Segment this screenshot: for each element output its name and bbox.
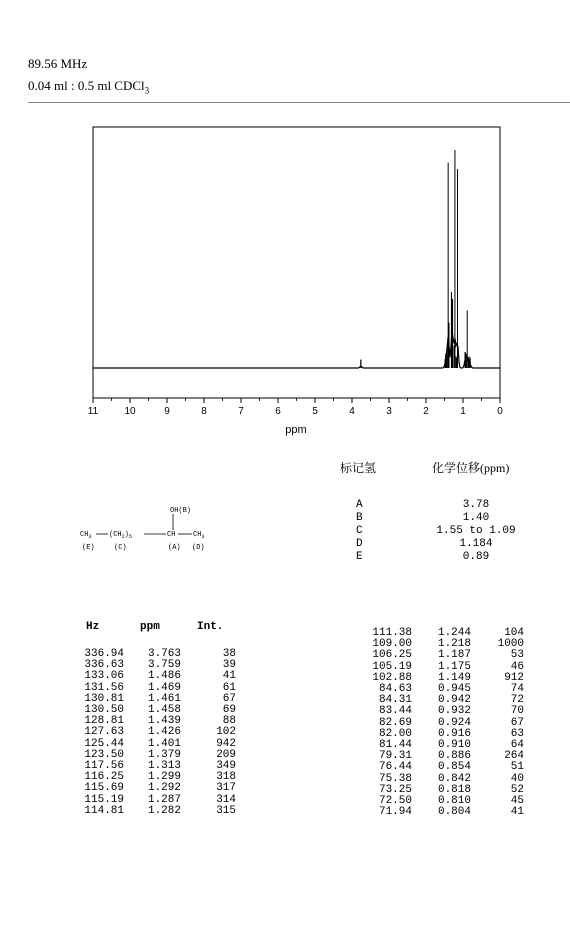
peak-col-hz-right [362, 628, 412, 818]
x-tick-label: 8 [201, 406, 207, 417]
peak-table-cell: 73.25 [378, 783, 412, 796]
peak-table-cell: 1.379 [147, 748, 181, 761]
peak-table-cell: 1.218 [437, 638, 471, 651]
x-tick-label: 5 [312, 406, 318, 417]
peak-table-cell: 127.63 [84, 726, 124, 739]
x-tick-label: 0 [497, 406, 503, 417]
peak-table-cell: 45 [510, 795, 524, 808]
hydroxyl-label: OH(B) [170, 507, 192, 515]
peak-table-cell: 131.56 [84, 681, 124, 694]
peak-table-cell: 0.804 [437, 806, 471, 819]
peak-table-cell: 72 [510, 694, 524, 707]
peak-table-cell: 133.06 [84, 670, 124, 683]
peak-table-cell: 76.44 [378, 761, 412, 774]
assignment-shift: 0.89 [462, 551, 490, 563]
label-e: (E) [82, 544, 95, 552]
peak-table-cell: 0.818 [437, 783, 471, 796]
sample-text: 0.04 ml : 0.5 ml CDCl [28, 78, 145, 93]
peak-header-int: Int. [197, 621, 224, 633]
peak-table-cell: 128.81 [84, 715, 124, 728]
peak-table-cell: 111.38 [372, 627, 412, 639]
peak-header-ppm: ppm [140, 621, 160, 633]
peak-table-cell: 72.50 [378, 795, 412, 808]
peak-table-cell: 1.282 [147, 804, 181, 817]
x-tick-label: 11 [87, 406, 99, 417]
peak-table-cell: 0.854 [437, 761, 471, 774]
peak-table-cell: 1.292 [147, 782, 181, 795]
peak-table-cell: 63 [510, 727, 524, 740]
peak-table-cell: 317 [216, 782, 236, 795]
spectrometer-frequency: 89.56 MHz [28, 56, 88, 71]
peak-table-cell: 1.458 [147, 704, 181, 717]
peak-table-cell: 41 [222, 670, 236, 683]
peak-table-cell: 81.44 [378, 739, 412, 752]
peak-table-cell: 1.149 [437, 671, 471, 684]
x-tick-label: 6 [275, 406, 281, 417]
peak-col-int-right [488, 628, 524, 818]
peak-table-cell: 39 [222, 659, 236, 672]
peak-table-cell: 84.31 [378, 694, 412, 707]
peak-table-cell: 52 [510, 783, 524, 796]
peak-table-cell: 109.00 [372, 638, 412, 651]
peak-table-cell: 123.50 [84, 748, 124, 761]
peak-table-cell: 82.69 [378, 716, 412, 729]
peak-col-int-left [200, 649, 236, 817]
assignment-header-label: 标记氢 [340, 461, 377, 475]
peak-table-cell: 104 [504, 627, 524, 639]
peak-table-cell: 67 [222, 692, 236, 705]
peak-table-cell: 83.44 [378, 705, 412, 718]
assignment-shift: 1.40 [462, 512, 490, 524]
assignment-label: E [356, 551, 363, 563]
peak-table-cell: 53 [510, 649, 524, 662]
label-d: (D) [192, 544, 205, 552]
peak-table-cell: 0.932 [437, 705, 471, 718]
peak-table-cell: 0.810 [437, 795, 471, 808]
spectrum-peaks [361, 150, 470, 368]
peak-table-cell: 1000 [497, 638, 524, 651]
peak-table-cell: 0.886 [437, 750, 471, 763]
peak-table-cell: 0.924 [437, 716, 471, 729]
x-tick-label: 10 [124, 406, 136, 417]
peak-col-hz-left [76, 649, 124, 817]
label-a: (A) [168, 544, 181, 552]
peak-col-ppm-right [426, 628, 471, 818]
peak-table-cell: 3.759 [147, 659, 181, 672]
assignment-shift: 1.55 to 1.09 [436, 525, 516, 537]
x-axis-tick-labels [88, 406, 503, 417]
peak-table-cell: 115.69 [84, 782, 124, 795]
peak-table-cell: 1.401 [147, 737, 181, 750]
peak-table-cell: 70 [510, 705, 524, 718]
peak-table-cell: 106.25 [372, 649, 412, 662]
peak-table-cell: 38 [222, 648, 236, 660]
peak-table-cell: 88 [222, 715, 236, 728]
spectrum-trace [93, 329, 500, 368]
peak-table-cell: 105.19 [372, 660, 412, 673]
peak-table-cell: 61 [222, 681, 236, 694]
peak-table-cell: 67 [510, 716, 524, 729]
peak-table-cell: 3.763 [147, 648, 181, 660]
peak-table-cell: 0.842 [437, 772, 471, 785]
peak-col-ppm-left [136, 649, 181, 817]
peak-table-cell: 0.945 [437, 683, 471, 696]
peak-table-cell: 117.56 [84, 760, 124, 773]
peak-table-cell: 912 [504, 671, 524, 684]
peak-table-cell: 314 [216, 793, 236, 806]
peak-table-cell: 315 [216, 804, 236, 817]
x-axis-ticks [93, 398, 500, 403]
peak-table-cell: 1.426 [147, 726, 181, 739]
peak-table-cell: 79.31 [378, 750, 412, 763]
assignment-header-shift: 化学位移(ppm) [432, 461, 510, 475]
peak-table-cell: 1.461 [147, 692, 181, 705]
assignment-label: B [356, 512, 363, 524]
assignment-shift: 1.184 [459, 538, 493, 550]
peak-table-cell: 1.486 [147, 670, 181, 683]
peak-table-cell: 102.88 [372, 671, 412, 684]
x-tick-label: 4 [349, 406, 355, 417]
peak-table-cell: 41 [510, 806, 524, 819]
peak-table-cell: 125.44 [84, 737, 124, 750]
peak-table-cell: 1.287 [147, 793, 181, 806]
peak-table-cell: 1.313 [147, 760, 181, 773]
peak-table-cell: 1.439 [147, 715, 181, 728]
molecule-structure [78, 502, 238, 562]
peak-table-cell: 0.916 [437, 727, 471, 740]
assignment-shift: 3.78 [462, 499, 490, 511]
sample-subscript: 3 [144, 85, 150, 96]
peak-table-cell: 69 [222, 704, 236, 717]
peak-table-cell: 102 [216, 726, 236, 739]
x-tick-label: 1 [460, 406, 466, 417]
assignment-label: D [356, 538, 363, 550]
peak-table-cell: 46 [510, 660, 524, 673]
peak-table-cell: 130.50 [84, 704, 124, 717]
peak-table-cell: 336.63 [84, 659, 124, 672]
peak-table-cell: 0.942 [437, 694, 471, 707]
peak-table-cell: 116.25 [84, 771, 124, 784]
peak-table-cell: 209 [216, 748, 236, 761]
peak-table-cell: 1.175 [437, 660, 471, 673]
ch2-c: $(CH_2)_5$ [109, 531, 132, 540]
peak-table-cell: 115.19 [84, 793, 124, 806]
peak-table-cell: 64 [510, 739, 524, 752]
x-tick-label: 7 [238, 406, 244, 417]
assignment-label: C [356, 525, 363, 537]
x-tick-label: 2 [423, 406, 429, 417]
peak-table-cell: 84.63 [378, 683, 412, 696]
nmr-spectrum-chart [0, 0, 570, 460]
x-tick-label: 3 [386, 406, 392, 417]
x-axis-label: ppm [285, 424, 307, 436]
x-tick-label: 9 [164, 406, 170, 417]
label-c: (C) [114, 544, 127, 552]
peak-table-cell: 1.299 [147, 771, 181, 784]
peak-table-cell: 130.81 [84, 692, 124, 705]
peak-table-cell: 318 [216, 771, 236, 784]
peak-table-cell: 336.94 [84, 648, 124, 660]
peak-header-hz: Hz [86, 621, 100, 633]
peak-table-cell: 75.38 [378, 772, 412, 785]
peak-table-cell: 51 [510, 761, 524, 774]
peak-table-cell: 74 [510, 683, 524, 696]
peak-table-cell: 1.187 [437, 649, 471, 662]
peak-table-cell: 82.00 [378, 727, 412, 740]
peak-table-cell: 1.469 [147, 681, 181, 694]
peak-table-cell: 1.244 [437, 627, 471, 639]
peak-table-cell: 264 [504, 750, 524, 763]
ch3-d: $CH_3$ [193, 531, 205, 540]
peak-table-cell: 349 [216, 760, 236, 773]
plot-frame [93, 127, 500, 398]
assignment-label: A [356, 499, 363, 511]
ch3-e: $CH_3$ [80, 531, 92, 540]
peak-table-cell: 0.910 [437, 739, 471, 752]
ch-a: CH [167, 531, 176, 539]
peak-table-cell: 40 [510, 772, 524, 785]
peak-table-cell: 71.94 [378, 806, 412, 819]
peak-table-cell: 114.81 [84, 804, 124, 817]
peak-table-cell: 942 [216, 737, 236, 750]
